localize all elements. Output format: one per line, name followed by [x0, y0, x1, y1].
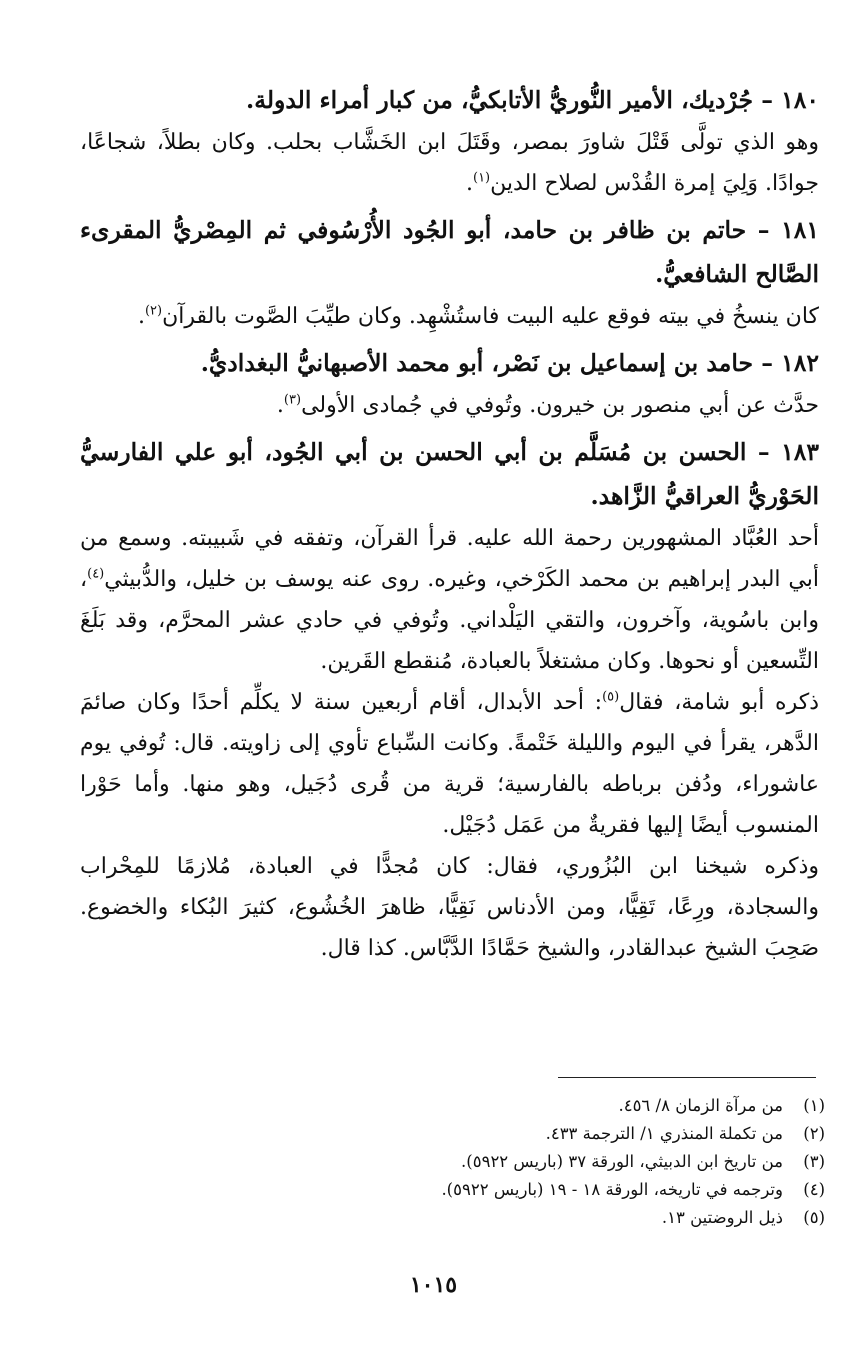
- entry-paragraph: وهو الذي تولَّى قَتْلَ شاورَ بمصر، وقَتَلَ ابن الخَشَّاب بحلب. وكان بطلاً، شجاعًا، جوادًا. وَلِيَ إمرة القُدْس لصلاح الدين$^{(١)}$.: [80, 130, 819, 196]
- footnote: [125, 1204, 825, 1232]
- entry-180: [80, 78, 819, 204]
- footnote-ref: (١): [472, 170, 491, 186]
- entry-181: [80, 208, 819, 337]
- entry-182: [80, 341, 819, 426]
- page-number: ١٠١٥: [409, 1272, 458, 1298]
- entry-paragraph: وذكره شيخنا ابن البُزُوري، فقال: كان مُجدًّا في العبادة، مُلازمًا للمِحْراب والسجادة، ورِعًا، تَقِيًّا، ومن الأدناس نَقِيًّا، ظاهرَ الخُشُوع، كثيرَ البُكاء والخضوع. صَحِبَ الشيخ عبدالقادر، والشيخ حَمَّادًا الدَّبَّاس. كذا قال.: [80, 854, 819, 961]
- main-text: [80, 78, 819, 969]
- entry-heading: ١٨١ – حاتم بن ظافر بن حامد، أبو الجُود الأُرْسُوفي ثم المِصْريُّ المقرىء الصَّالح الشافعيُّ.: [80, 216, 819, 288]
- footnote-text: من تاريخ ابن الدبيثي، الورقة ٣٧ (باريس ٥٩٢٢).: [461, 1152, 783, 1171]
- footnote-number: (٣): [803, 1152, 825, 1171]
- footnote-ref: (٤): [87, 566, 105, 582]
- footnote-ref: (٥): [602, 689, 620, 705]
- footnote-text: وترجمه في تاريخه، الورقة ١٨ - ١٩ (باريس ٥٩٢٢).: [441, 1180, 783, 1199]
- entry-paragraph: كان ينسخُ في بيته فوقع عليه البيت فاستُشْهِد. وكان طيِّبَ الصَّوت بالقرآن$^{(٢)}$.: [137, 303, 819, 329]
- footnote-number: (١): [803, 1096, 825, 1115]
- footnote-text: من تكملة المنذري ١/ الترجمة ٤٣٣.: [545, 1124, 783, 1143]
- entry-heading: ١٨٢ – حامد بن إسماعيل بن نَصْر، أبو محمد الأصبهانيُّ البغداديُّ.: [200, 349, 819, 377]
- footnote-number: (٤): [803, 1180, 825, 1199]
- footnote: [125, 1120, 825, 1148]
- footnote-number: (٥): [803, 1208, 825, 1227]
- footnote: [125, 1176, 825, 1204]
- entry-heading: ١٨٣ – الحسن بن مُسَلَّم بن أبي الحسن بن أبي الجُود، أبو علي الفارسيُّ الحَوْريُّ العراقيُّ الزَّاهد.: [80, 438, 819, 510]
- entry-paragraph: ذكره أبو شامة، فقال$^{(٥)}$: أحد الأبدال، أقام أربعين سنة لا يكلِّم أحدًا وكان صائمَ الدَّهر، يقرأ في اليوم والليلة خَتْمةً. وكانت السِّباع تأوي إلى زاويته. قال: تُوفي يوم عاشوراء، ودُفن برباطه بالفارسية؛ قرية من قُرى دُجَيل، وهو منها. وأما حَوْرا المنسوب أيضًا إليها فقريةٌ من عَمَل دُجَيْل.: [80, 689, 819, 838]
- entry-paragraph: حدَّث عن أبي منصور بن خيرون. وتُوفي في جُمادى الأولى$^{(٣)}$.: [276, 392, 819, 418]
- footnote-ref: (٣): [283, 392, 302, 408]
- footnote: [125, 1092, 825, 1120]
- footnote-number: (٢): [803, 1124, 825, 1143]
- footnote-text: ذيل الروضتين ١٣.: [661, 1208, 783, 1227]
- footnote-ref: (٢): [144, 303, 163, 319]
- entry-heading: ١٨٠ – جُرْديك، الأمير النُّوريُّ الأتابكيُّ، من كبار أمراء الدولة.: [246, 86, 819, 114]
- entry-paragraph: أحد العُبَّاد المشهورين رحمة الله عليه. قرأ القرآن، وتفقه في شَبيبته. وسمع من أبي البدر إبراهيم بن محمد الكَرْخي، وغيره. روى عنه يوسف بن خليل، والدُّبيثي$^{(٤)}$، وابن باسُوية، وآخرون، والتقي اليَلْداني. وتُوفي في حادي عشر المحرَّم، وقد بَلَغَ التِّسعين أو نحوها. وكان مشتغلاً بالعبادة، مُنقطع القَرين.: [80, 526, 819, 674]
- footnote: [125, 1148, 825, 1176]
- footnotes: [125, 1092, 825, 1232]
- footnote-text: من مرآة الزمان ٨/ ٤٥٦.: [618, 1096, 783, 1115]
- footnote-separator: [558, 1077, 816, 1078]
- entry-183: [80, 430, 819, 969]
